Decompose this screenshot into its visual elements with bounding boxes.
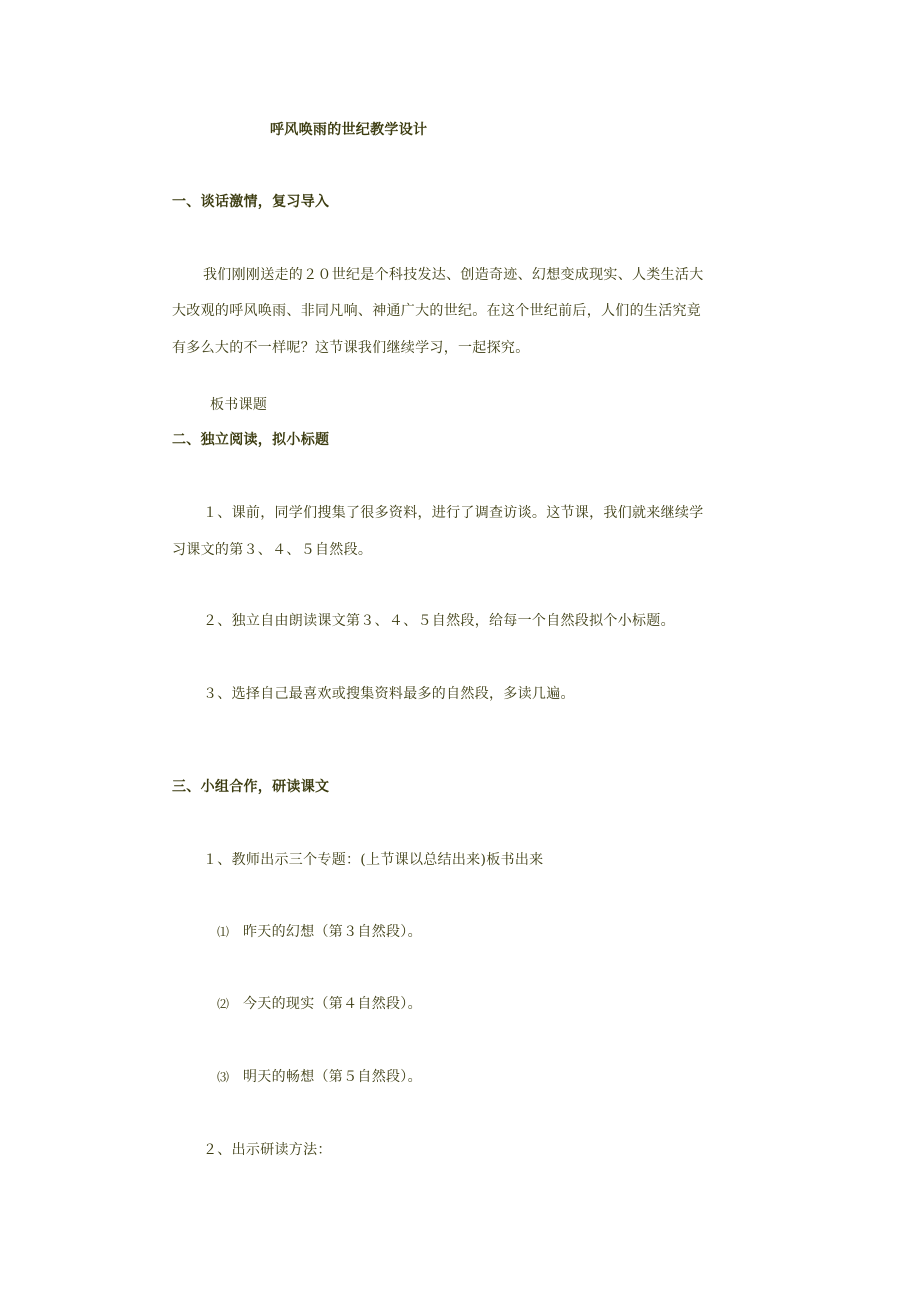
section-2-item-1-line-1: １、课前，同学们搜集了很多资料，进行了调查访谈。这节课，我们就来继续学 (203, 505, 704, 521)
section-3-subitem-3 (217, 1067, 422, 1087)
subitem-2-number: ⑵ (217, 997, 230, 1011)
section-1-heading: 一、谈话激情，复习导入 (172, 194, 330, 210)
subitem-2-text: 今天的现实（第４自然段）。 (243, 996, 422, 1012)
section-3-item-1: １、教师出示三个专题：(上节课以总结出来)板书出来 (203, 852, 544, 868)
subitem-3-text: 明天的畅想（第５自然段）。 (243, 1069, 422, 1085)
section-2-item-3: ３、选择自己最喜欢或搜集资料最多的自然段，多读几遍。 (203, 686, 575, 702)
section-3-subitem-1 (217, 922, 422, 942)
document-title: 呼风唤雨的世纪教学设计 (270, 122, 428, 138)
section-1-note: 板书课题 (210, 397, 268, 413)
section-2-item-2: ２、独立自由朗读课文第３、４、５自然段，给每一个自然段拟个小标题。 (203, 613, 675, 629)
section-1-paragraph-line-3: 有多么大的不一样呢？这节课我们继续学习，一起探究。 (172, 340, 530, 356)
section-1-paragraph-line-1: 我们刚刚送走的２０世纪是个科技发达、创造奇迹、幻想变成现实、人类生活大 (203, 267, 704, 283)
section-2-item-1-line-2: 习课文的第３、４、５自然段。 (172, 542, 373, 558)
section-3-item-2: ２、出示研读方法： (203, 1142, 332, 1158)
subitem-1-text: 昨天的幻想（第３自然段）。 (243, 924, 422, 940)
section-1-paragraph-line-2: 大改观的呼风唤雨、非同凡响、神通广大的世纪。在这个世纪前后，人们的生活究竟 (172, 303, 702, 319)
section-3-subitem-2 (217, 994, 422, 1014)
subitem-1-number: ⑴ (217, 925, 230, 939)
section-3-heading: 三、小组合作，研读课文 (172, 779, 330, 795)
subitem-3-number: ⑶ (217, 1070, 230, 1084)
section-2-heading: 二、独立阅读，拟小标题 (172, 432, 330, 448)
